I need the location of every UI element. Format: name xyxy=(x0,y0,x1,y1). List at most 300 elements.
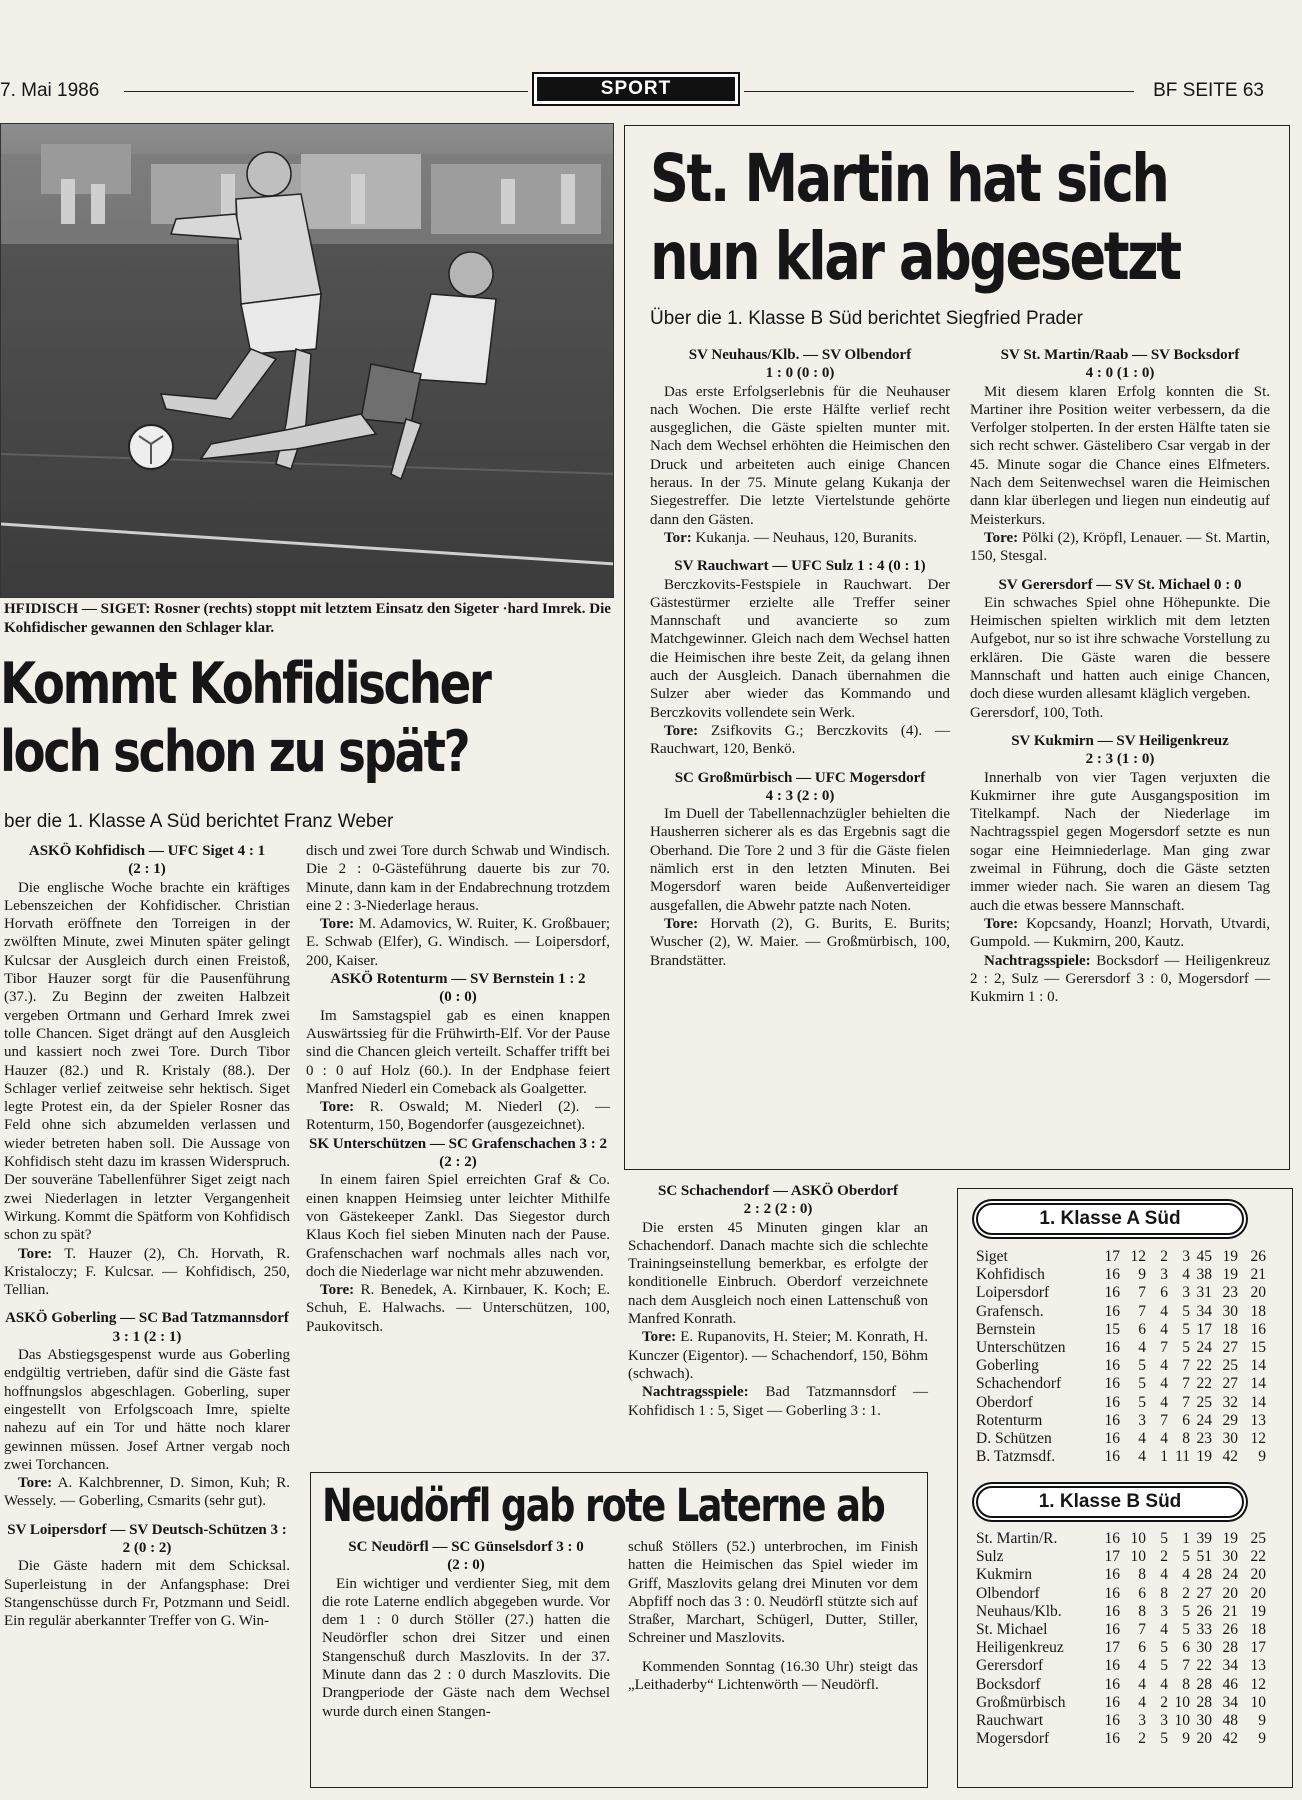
stat-cell: 4 xyxy=(1160,1375,1168,1393)
match-heading: (2 : 0) xyxy=(447,1557,485,1574)
stat-cell: 30 xyxy=(1196,1639,1212,1657)
stat-cell: 27 xyxy=(1222,1375,1238,1393)
stat-cell: 8 xyxy=(1160,1584,1168,1602)
neudoerfl-column-2 xyxy=(628,1538,918,1694)
table-row xyxy=(976,1694,1266,1712)
stat-cell: 4 xyxy=(1160,1393,1168,1411)
stat-cell: 28 xyxy=(1196,1566,1212,1584)
stat-cell: 28 xyxy=(1196,1675,1212,1693)
table-row xyxy=(976,1357,1266,1375)
team-name: Mogersdorf xyxy=(976,1730,1050,1748)
stat-cell: 7 xyxy=(1160,1339,1168,1357)
scorers-label: Nachtragsspiele: xyxy=(984,952,1091,969)
match-heading: 4 : 0 (1 : 0) xyxy=(1085,365,1155,382)
stat-cell: 30 xyxy=(1196,1712,1212,1730)
match-heading: SV Gerersdorf — SV St. Michael 0 : 0 xyxy=(998,576,1242,593)
stat-cell: 7 xyxy=(1182,1375,1190,1393)
scorers-text: Kopcsandy, Hoanzl; Horvath, Utvardi, Gumpold. — Kukmirn, 200, Kautz. xyxy=(970,915,1270,951)
paragraph: Ein schwaches Spiel ohne Höhepunkte. Die Heimischen spielten wirklich mit dem letzten Aufgebot, nur so ist ihre schwache Vorstellung zu erklären. Die Gäste waren die bessere Mannschaft und hatten auch einige Chancen, doch diese wurden allesamt kläglich vergeben. xyxy=(970,594,1270,703)
stat-cell: 10 xyxy=(1250,1693,1266,1711)
match-heading: ASKÖ Rotenturm — SV Bernstein 1 : 2 xyxy=(330,971,586,988)
stat-cell: 5 xyxy=(1160,1657,1168,1675)
scorers-label: Tore: xyxy=(984,529,1019,546)
stat-cell: 19 xyxy=(1222,1530,1238,1547)
stat-cell: 23 xyxy=(1196,1430,1212,1448)
team-name: Oberdorf xyxy=(976,1393,1033,1411)
stat-cell: 16 xyxy=(1104,1357,1120,1375)
team-name: Kohfidisch xyxy=(976,1266,1045,1284)
stat-cell: 42 xyxy=(1222,1448,1238,1466)
table-row xyxy=(976,1266,1266,1284)
stat-cell: 3 xyxy=(1160,1266,1168,1284)
photo-caption: HFIDISCH — SIGET: Rosner (rechts) stoppt mit letztem Einsatz den Sigeter ·hard Imrek. Die Kohfidischer gewannen den Schlager klar. xyxy=(4,601,611,636)
right-headline-line-2: nun klar abgesetzt xyxy=(650,218,1180,295)
stat-cell: 10 xyxy=(1130,1548,1146,1566)
stat-cell: 18 xyxy=(1250,1302,1266,1320)
stat-cell: 17 xyxy=(1104,1548,1120,1566)
stat-cell: 4 xyxy=(1182,1266,1190,1284)
stat-cell: 10 xyxy=(1130,1530,1146,1547)
scorers-label: Tore: xyxy=(18,1245,53,1262)
stat-cell: 16 xyxy=(1104,1566,1120,1584)
stat-cell: 5 xyxy=(1160,1730,1168,1748)
team-name: Siget xyxy=(976,1248,1008,1265)
stat-cell: 17 xyxy=(1250,1639,1266,1657)
stat-cell: 5 xyxy=(1182,1302,1190,1320)
stat-cell: 30 xyxy=(1222,1430,1238,1448)
scorers-label: Tore: xyxy=(664,915,699,932)
stat-cell: 7 xyxy=(1182,1357,1190,1375)
stat-cell: 23 xyxy=(1222,1284,1238,1302)
stat-cell: 13 xyxy=(1250,1411,1266,1429)
table-row xyxy=(976,1303,1266,1321)
stat-cell: 4 xyxy=(1138,1430,1146,1448)
schachendorf-report xyxy=(628,1182,928,1420)
scorers-label: Tore: xyxy=(984,915,1019,932)
paragraph: Ein wichtiger und verdienter Sieg, mit dem die rote Laterne endlich abgegeben wurde. Vor dem 1 : 0 durch Stöller (27.) hatten die Neudörfler schon drei Sitzer und einen Stangenschuß durch Maszlovits. In der 37. Minute dann das 2 : 0 durch Maszlovits. Die Drangperiode der Gäste nach dem Wechsel wurde durch einen Stangen- xyxy=(322,1575,610,1720)
stat-cell: 5 xyxy=(1138,1357,1146,1375)
stat-cell: 6 xyxy=(1138,1320,1146,1338)
stat-cell: 26 xyxy=(1250,1248,1266,1265)
stat-cell: 6 xyxy=(1138,1639,1146,1657)
scorers-label: Tore: xyxy=(18,1475,53,1492)
left-headline-line-1: Kommt Kohfidischer xyxy=(0,651,490,717)
neudoerfl-column-1 xyxy=(322,1538,610,1721)
stat-cell: 12 xyxy=(1250,1675,1266,1693)
stat-cell: 4 xyxy=(1138,1693,1146,1711)
team-name: Bernstein xyxy=(976,1320,1036,1338)
stat-cell: 5 xyxy=(1182,1621,1190,1639)
stat-cell: 19 xyxy=(1250,1602,1266,1620)
team-name: Neuhaus/Klb. xyxy=(976,1602,1062,1620)
stat-cell: 16 xyxy=(1104,1266,1120,1284)
stat-cell: 2 xyxy=(1160,1248,1168,1265)
table-a-title: 1. Klasse A Süd xyxy=(976,1203,1244,1235)
section-label-box xyxy=(532,72,740,106)
scorers-line xyxy=(970,952,1270,1007)
left-column-1 xyxy=(4,842,290,1630)
stat-cell: 31 xyxy=(1196,1284,1212,1302)
scorers-text: T. Hauzer (2), Ch. Horvath, R. Kristaloczy; F. Kulcsar. — Kohfidisch, 250, Tellian. xyxy=(4,1245,290,1299)
stat-cell: 4 xyxy=(1138,1657,1146,1675)
stat-cell: 15 xyxy=(1250,1339,1266,1357)
stat-cell: 5 xyxy=(1182,1548,1190,1566)
stat-cell: 46 xyxy=(1222,1675,1238,1693)
stat-cell: 8 xyxy=(1138,1602,1146,1620)
paragraph: Das erste Erfolgserlebnis für die Neuhauser nach Wochen. Die erste Hälfte verlief recht ausgeglichen, die Gäste spielten munter mit. Nach dem Wechsel erhöhten die Heimischen den Druck und arbeiteten auch einige Chancen heraus. In der 75. Minute gelang Kukanja der Siegestreffer. Die letzte Viertelstunde gehörte dann den Gästen. xyxy=(650,383,950,528)
match-heading: SC Schachendorf — ASKÖ Oberdorf xyxy=(657,1183,898,1199)
spacer xyxy=(628,1648,918,1658)
team-name: Rotenturm xyxy=(976,1411,1043,1429)
team-name: Sulz xyxy=(976,1548,1004,1566)
stat-cell: 2 xyxy=(1182,1584,1190,1602)
right-byline: Über die 1. Klasse B Süd berichtet Siegfried Prader xyxy=(650,308,1084,329)
table-row xyxy=(976,1530,1266,1548)
stat-cell: 2 xyxy=(1160,1693,1168,1711)
scorers-line xyxy=(650,915,950,970)
stat-cell: 51 xyxy=(1196,1548,1212,1566)
stat-cell: 4 xyxy=(1182,1566,1190,1584)
stat-cell: 34 xyxy=(1222,1693,1238,1711)
stat-cell: 4 xyxy=(1138,1675,1146,1693)
team-name: Olbendorf xyxy=(976,1584,1040,1602)
stat-cell: 16 xyxy=(1104,1657,1120,1675)
paragraph: Im Samstagspiel gab es einen knappen Auswärtssieg für die Frühwirth-Elf. Vor der Pause sind die Chancen gleich verteilt. Schaffer trifft bei 0 : 0 auf Holz (60.). In der Endphase feiert Manfred Niederl ein Comeback als Goalgetter. xyxy=(306,1007,610,1097)
team-name: Bocksdorf xyxy=(976,1675,1041,1693)
paragraph: In einem fairen Spiel erreichten Graf & Co. einen knappen Heimsieg unter leichter Mithilfe von Gästekeeper Zankl. Das Siegestor durch Klaus Koch fiel sieben Minuten nach der Pause. Grafenschachen warf nochmals alles nach vor, doch die Niederlage war nicht mehr abzuwenden. xyxy=(306,1172,610,1280)
stat-cell: 15 xyxy=(1104,1320,1120,1338)
stat-cell: 28 xyxy=(1196,1693,1212,1711)
stat-cell: 3 xyxy=(1182,1284,1190,1302)
stat-cell: 4 xyxy=(1160,1320,1168,1338)
table-row xyxy=(976,1339,1266,1357)
stat-cell: 1 xyxy=(1160,1448,1168,1466)
match-photo xyxy=(0,123,614,598)
scorers-line xyxy=(628,1328,928,1383)
stat-cell: 9 xyxy=(1258,1712,1266,1730)
scorers-line xyxy=(306,1281,610,1336)
table-a-standings xyxy=(976,1248,1266,1466)
stat-cell: 18 xyxy=(1222,1320,1238,1338)
stat-cell: 26 xyxy=(1196,1602,1212,1620)
stat-cell: 8 xyxy=(1138,1566,1146,1584)
stat-cell: 7 xyxy=(1160,1411,1168,1429)
paragraph: Die Gäste hadern mit dem Schicksal. Superleistung in der Anfangsphase: Drei Stangenschüsse durch Fr, Potzmann und Seidl. Ein regulär aberkannter Treffer von G. Win- xyxy=(4,1558,290,1630)
stat-cell: 19 xyxy=(1196,1448,1212,1466)
left-column-2 xyxy=(306,842,610,1336)
paragraph-continued: Gerersdorf, 100, Toth. xyxy=(970,704,1104,721)
stat-cell: 7 xyxy=(1182,1657,1190,1675)
table-row xyxy=(976,1284,1266,1302)
stat-cell: 16 xyxy=(1104,1530,1120,1547)
stat-cell: 3 xyxy=(1182,1248,1190,1265)
stat-cell: 34 xyxy=(1222,1657,1238,1675)
match-heading: 1 : 0 (0 : 0) xyxy=(765,365,835,382)
stat-cell: 11 xyxy=(1175,1448,1190,1466)
table-row xyxy=(976,1248,1266,1266)
stat-cell: 24 xyxy=(1196,1411,1212,1429)
stat-cell: 17 xyxy=(1104,1639,1120,1657)
right-column-2 xyxy=(970,346,1270,1006)
team-name: D. Schützen xyxy=(976,1430,1052,1448)
stat-cell: 7 xyxy=(1138,1284,1146,1302)
stat-cell: 25 xyxy=(1250,1530,1266,1547)
scorers-line xyxy=(970,915,1270,952)
stat-cell: 14 xyxy=(1250,1375,1266,1393)
stat-cell: 9 xyxy=(1182,1730,1190,1748)
stat-cell: 9 xyxy=(1138,1266,1146,1284)
stat-cell: 38 xyxy=(1196,1266,1212,1284)
scorers-text: Pölki (2), Kröpfl, Lenauer. — St. Martin, 150, Stesgal. xyxy=(970,529,1270,565)
stat-cell: 13 xyxy=(1250,1657,1266,1675)
stat-cell: 2 xyxy=(1160,1548,1168,1566)
stat-cell: 28 xyxy=(1222,1639,1238,1657)
stat-cell: 16 xyxy=(1104,1302,1120,1320)
stat-cell: 29 xyxy=(1222,1411,1238,1429)
stat-cell: 16 xyxy=(1104,1693,1120,1711)
table-row xyxy=(976,1657,1266,1675)
left-byline: ber die 1. Klasse A Süd berichtet Franz Weber xyxy=(4,811,394,832)
scorers-text: A. Kalchbrenner, D. Simon, Kuh; R. Wessely. — Goberling, Csmarits (sehr gut). xyxy=(4,1475,290,1510)
stat-cell: 3 xyxy=(1160,1602,1168,1620)
scorers-line xyxy=(4,1474,290,1511)
stat-cell: 25 xyxy=(1196,1393,1212,1411)
scorers-line xyxy=(628,1383,928,1420)
stat-cell: 21 xyxy=(1222,1602,1238,1620)
table-row xyxy=(976,1676,1266,1694)
team-name: St. Michael xyxy=(976,1621,1048,1639)
table-b-standings xyxy=(976,1530,1266,1748)
team-name: B. Tatzmsdf. xyxy=(976,1448,1056,1466)
team-name: Gerersdorf xyxy=(976,1657,1044,1675)
match-heading: 4 : 3 (2 : 0) xyxy=(765,787,835,804)
table-row xyxy=(976,1430,1266,1448)
stat-cell: 26 xyxy=(1222,1621,1238,1639)
stat-cell: 16 xyxy=(1104,1584,1120,1602)
stat-cell: 5 xyxy=(1182,1320,1190,1338)
spacer xyxy=(650,759,950,769)
stat-cell: 16 xyxy=(1104,1284,1120,1302)
stat-cell: 6 xyxy=(1182,1411,1190,1429)
team-name: Loipersdorf xyxy=(976,1284,1050,1302)
stat-cell: 5 xyxy=(1160,1530,1168,1547)
stat-cell: 14 xyxy=(1250,1357,1266,1375)
match-heading: 2 : 3 (1 : 0) xyxy=(1085,751,1155,768)
match-heading: SV Rauchwart — UFC Sulz 1 : 4 (0 : 1) xyxy=(674,558,926,575)
stat-cell: 9 xyxy=(1258,1730,1266,1748)
stat-cell: 4 xyxy=(1138,1448,1146,1466)
team-name: Grafensch. xyxy=(976,1302,1044,1320)
stat-cell: 16 xyxy=(1104,1730,1120,1748)
stat-cell: 18 xyxy=(1250,1621,1266,1639)
scorers-text: Zsifkovits G.; Berczkovits (4). — Rauchwart, 120, Benkö. xyxy=(650,722,950,758)
scorers-line xyxy=(306,1098,610,1135)
team-name: Rauchwart xyxy=(976,1712,1044,1730)
paragraph: Innerhalb von vier Tagen verjuxten die Kukmirner ihre gute Ausgangsposition im Titelkampf. Nach der Niederlage im Nachtragsspiel gegen Mogersdorf setzte es nun sogar eine Heimniederlage. Man ging zwar zweimal in Führung, doch die Gäste setzten immer wieder nach. Sie waren an diesem Tag auch die etwas bessere Mannschaft. xyxy=(970,769,1270,914)
scorers-text: R. Oswald; M. Niederl (2). — Rotenturm, 150, Bogendorfer (ausgezeichnet). xyxy=(306,1099,610,1134)
stat-cell: 4 xyxy=(1138,1339,1146,1357)
stat-cell: 19 xyxy=(1222,1266,1238,1284)
stat-cell: 7 xyxy=(1182,1393,1190,1411)
section-label: SPORT xyxy=(537,77,735,101)
stat-cell: 19 xyxy=(1222,1248,1238,1265)
stat-cell: 20 xyxy=(1196,1730,1212,1748)
paragraph-continued: disch und zwei Tore durch Schwab und Windisch. Die 2 : 0-Gästeführung dauerte bis zur 70. Minute, dann kam in der Endabrechnung trotzdem eine 2 : 3-Niederlage heraus. xyxy=(306,843,610,914)
stat-cell: 27 xyxy=(1196,1584,1212,1602)
stat-cell: 16 xyxy=(1104,1339,1120,1357)
scorers-text: E. Rupanovits, H. Steier; M. Konrath, H. Kunczer (Eigentor). — Schachendorf, 150, Böhm (schwach). xyxy=(628,1329,928,1382)
stat-cell: 7 xyxy=(1138,1621,1146,1639)
stat-cell: 6 xyxy=(1182,1639,1190,1657)
neudoerfl-headline: Neudörfl gab rote Laterne ab xyxy=(322,1479,885,1532)
stat-cell: 48 xyxy=(1222,1712,1238,1730)
stat-cell: 16 xyxy=(1104,1393,1120,1411)
stat-cell: 21 xyxy=(1250,1266,1266,1284)
table-row xyxy=(976,1548,1266,1566)
paragraph: Kommenden Sonntag (16.30 Uhr) steigt das „Leithaderby“ Lichtenwörth — Neudörfl. xyxy=(628,1658,918,1694)
spacer xyxy=(4,1299,290,1309)
stat-cell: 14 xyxy=(1250,1393,1266,1411)
stat-cell: 5 xyxy=(1138,1393,1146,1411)
scorers-label: Tor: xyxy=(664,529,692,546)
table-b-title: 1. Klasse B Süd xyxy=(976,1486,1244,1518)
team-name: St. Martin/R. xyxy=(976,1530,1058,1547)
match-heading: (0 : 0) xyxy=(439,989,477,1006)
stat-cell: 9 xyxy=(1258,1448,1266,1466)
table-row xyxy=(976,1566,1266,1584)
spacer xyxy=(970,566,1270,576)
scorers-text: Bad Tatzmannsdorf — Kohfidisch 1 : 5, Siget — Goberling 3 : 1. xyxy=(628,1384,928,1419)
stat-cell: 24 xyxy=(1222,1566,1238,1584)
spacer xyxy=(4,1511,290,1521)
table-row xyxy=(976,1448,1266,1466)
stat-cell: 22 xyxy=(1196,1657,1212,1675)
stat-cell: 16 xyxy=(1104,1621,1120,1639)
scorers-line xyxy=(306,915,610,970)
stat-cell: 17 xyxy=(1196,1320,1212,1338)
table-row xyxy=(976,1321,1266,1339)
right-headline xyxy=(650,140,1180,296)
stat-cell: 16 xyxy=(1104,1712,1120,1730)
stat-cell: 27 xyxy=(1222,1339,1238,1357)
scorers-text: Bocksdorf — Heiligenkreuz 2 : 2, Sulz — Gerersdorf 3 : 0, Mogersdorf — Kukmirn 1 : 0. xyxy=(970,952,1270,1006)
stat-cell: 4 xyxy=(1160,1357,1168,1375)
match-heading: SC Großmürbisch — UFC Mogersdorf xyxy=(674,769,926,786)
stat-cell: 4 xyxy=(1160,1566,1168,1584)
left-headline-line-2: loch schon zu spät? xyxy=(0,719,469,785)
table-row xyxy=(976,1412,1266,1430)
spacer xyxy=(970,722,1270,732)
stat-cell: 25 xyxy=(1222,1357,1238,1375)
scorers-text: M. Adamovics, W. Ruiter, K. Großbauer; E. Schwab (Elfer), G. Windisch. — Loipersdorf, 200, Kaiser. xyxy=(306,916,610,969)
match-heading: 2 : 2 (2 : 0) xyxy=(743,1201,813,1218)
stat-cell: 34 xyxy=(1196,1302,1212,1320)
table-row xyxy=(976,1603,1266,1621)
table-row xyxy=(976,1585,1266,1603)
stat-cell: 16 xyxy=(1104,1675,1120,1693)
stat-cell: 20 xyxy=(1222,1584,1238,1602)
scorers-line xyxy=(650,529,950,547)
stat-cell: 4 xyxy=(1160,1430,1168,1448)
paragraph: Die englische Woche brachte ein kräftiges Lebenszeichen der Kohfidischer. Christian Horvath eröffnete den Torreigen in der zwölften Minute, zwei Minuten später gelingt Kulcsar der Ausgleich durch einen Freistoß, Tibor Hauzer sorgt für die Pausenführung (37.). Zu Beginn der zweiten Halbzeit vergeben Ortmann und Gerhard Imrek zwei tolle Chancen. Siget drängt auf den Ausgleich und kassiert noch zwei Tore. Durch Tibor Hauzer (82.) und R. Kristaly (88.). Der Schlager verlief zeitweise sehr hektisch. Siget legte Protest ein, da der Spieler Rosner das Feld ohne sich abzumelden verlassen und wieder betreten haben soll. Die Aussage von Kohfidisch steht dazu im krassen Widerspruch. Der souveräne Tabellenführer Siget zeigt nach zwei Niederlagen in letzter Vergangenheit Wirkung. Kommt die Spätform von Kohfidisch schon zu spät? xyxy=(4,879,290,1244)
stat-cell: 10 xyxy=(1174,1693,1190,1711)
table-row xyxy=(976,1730,1266,1748)
paragraph: Das Abstiegsgespenst wurde aus Goberling endgültig vertrieben, dafür sind die Gäste fast hoffnungslos abgeschlagen. Goberling, super eingestellt von Erfolgscoach Imre, spielte nahezu auf ein Tor und hätte noch klarer gewinnen müssen. Josef Artner vergab noch zwei Torchancen. xyxy=(4,1347,290,1473)
paragraph: Mit diesem klaren Erfolg konnten die St. Martiner ihre Position weiter verbessern, da die Verfolger stolperten. In der ersten Hälfte taten sie sich recht schwer. Gästelibero Csar vergab in der 45. Minute sogar die Chance eines Elfmeters. Nach dem Seitenwechsel waren die Heimischen dann klar überlegen und liegen nun eindeutig auf Meisterkurs. xyxy=(970,383,1270,528)
stat-cell: 42 xyxy=(1222,1730,1238,1748)
stat-cell: 4 xyxy=(1160,1675,1168,1693)
stat-cell: 6 xyxy=(1160,1284,1168,1302)
stat-cell: 32 xyxy=(1222,1393,1238,1411)
stat-cell: 30 xyxy=(1222,1548,1238,1566)
page-number: BF SEITE 63 xyxy=(1153,80,1264,101)
table-row xyxy=(976,1712,1266,1730)
stat-cell: 20 xyxy=(1250,1566,1266,1584)
stat-cell: 3 xyxy=(1160,1712,1168,1730)
stat-cell: 8 xyxy=(1182,1675,1190,1693)
table-row xyxy=(976,1639,1266,1657)
scorers-label: Tore: xyxy=(320,916,355,933)
right-headline-line-1: St. Martin hat sich xyxy=(650,140,1168,217)
stat-cell: 16 xyxy=(1104,1375,1120,1393)
team-name: Goberling xyxy=(976,1357,1039,1375)
stat-cell: 39 xyxy=(1196,1530,1212,1547)
table-row xyxy=(976,1375,1266,1393)
paragraph: Die ersten 45 Minuten gingen klar an Schachendorf. Danach machte sich die schlechte Trainingseinstellung bemerkbar, es erfolgte der konditionelle Einbruch. Oberdorf verzeichnete nach dem Ausgleich noch einen Lattenschuß von Manfred Konrath. xyxy=(628,1219,928,1328)
team-name: Schachendorf xyxy=(976,1375,1062,1393)
team-name: Heiligenkreuz xyxy=(976,1639,1064,1657)
stat-cell: 5 xyxy=(1182,1602,1190,1620)
match-heading: SK Unterschützen — SC Grafenschachen 3 : 2 (2 : 2) xyxy=(309,1135,607,1171)
stat-cell: 3 xyxy=(1138,1411,1146,1429)
stat-cell: 1 xyxy=(1182,1530,1190,1547)
match-heading: ASKÖ Goberling — SC Bad Tatzmannsdorf 3 : 1 (2 : 1) xyxy=(5,1310,289,1345)
match-heading: (2 : 1) xyxy=(128,861,166,878)
scorers-label: Tore: xyxy=(664,722,699,739)
stat-cell: 5 xyxy=(1160,1639,1168,1657)
table-row xyxy=(976,1394,1266,1412)
stat-cell: 5 xyxy=(1138,1375,1146,1393)
match-heading: SV Kukmirn — SV Heiligenkreuz xyxy=(1011,732,1229,749)
scorers-line xyxy=(650,722,950,759)
issue-date: 7. Mai 1986 xyxy=(0,80,100,101)
stat-cell: 10 xyxy=(1174,1712,1190,1730)
scorers-label: Tore: xyxy=(320,1282,355,1299)
scorers-label: Tore: xyxy=(642,1329,677,1346)
paragraph: Im Duell der Tabellennachzügler behielten die Hausherren sicherer als es das Ergebnis sagt die Oberhand. Die Tore 2 und 3 für die Gäste fielen nämlich erst in den letzten Minuten. Bei Mogersdorf waren beide Außenverteidiger ausgefallen, die Abwehr patzte nach Noten. xyxy=(650,806,950,914)
stat-cell: 33 xyxy=(1196,1621,1212,1639)
stat-cell: 2 xyxy=(1138,1730,1146,1748)
scorers-line xyxy=(4,1245,290,1300)
match-heading: SC Neudörfl — SC Günselsdorf 3 : 0 xyxy=(348,1539,584,1555)
stat-cell: 3 xyxy=(1138,1712,1146,1730)
stat-cell: 22 xyxy=(1196,1357,1212,1375)
scorers-line xyxy=(970,529,1270,566)
stat-cell: 22 xyxy=(1250,1548,1266,1566)
team-name: Großmürbisch xyxy=(976,1693,1066,1711)
right-column-1 xyxy=(650,346,950,970)
scorers-text: R. Benedek, A. Kirnbauer, K. Koch; E. Schuh, E. Halwachs. — Unterschützen, 100, Paukovitsch. xyxy=(306,1282,610,1335)
stat-cell: 12 xyxy=(1250,1430,1266,1448)
paragraph: Berczkovits-Festspiele in Rauchwart. Der Gästestürmer erzielte alle Treffer seiner Mannschaft und avancierte so zum Matchgewinner. Gleich nach dem Wechsel hatten die Heimischen ihre beste Zeit, da gelang ihnen auch der Ausgleich. Danach übernahmen die Sulzer aber wieder das Kommando und Berczkovits vollendete sein Werk. xyxy=(650,576,950,721)
stat-cell: 20 xyxy=(1250,1584,1266,1602)
left-headline xyxy=(0,650,503,786)
spacer xyxy=(650,547,950,557)
scorers-text: Kukanja. — Neuhaus, 120, Buranits. xyxy=(691,529,918,546)
match-heading: SV Neuhaus/Klb. — SV Olbendorf xyxy=(688,347,912,363)
scorers-label: Tore: xyxy=(320,1099,355,1116)
stat-cell: 7 xyxy=(1138,1302,1146,1320)
